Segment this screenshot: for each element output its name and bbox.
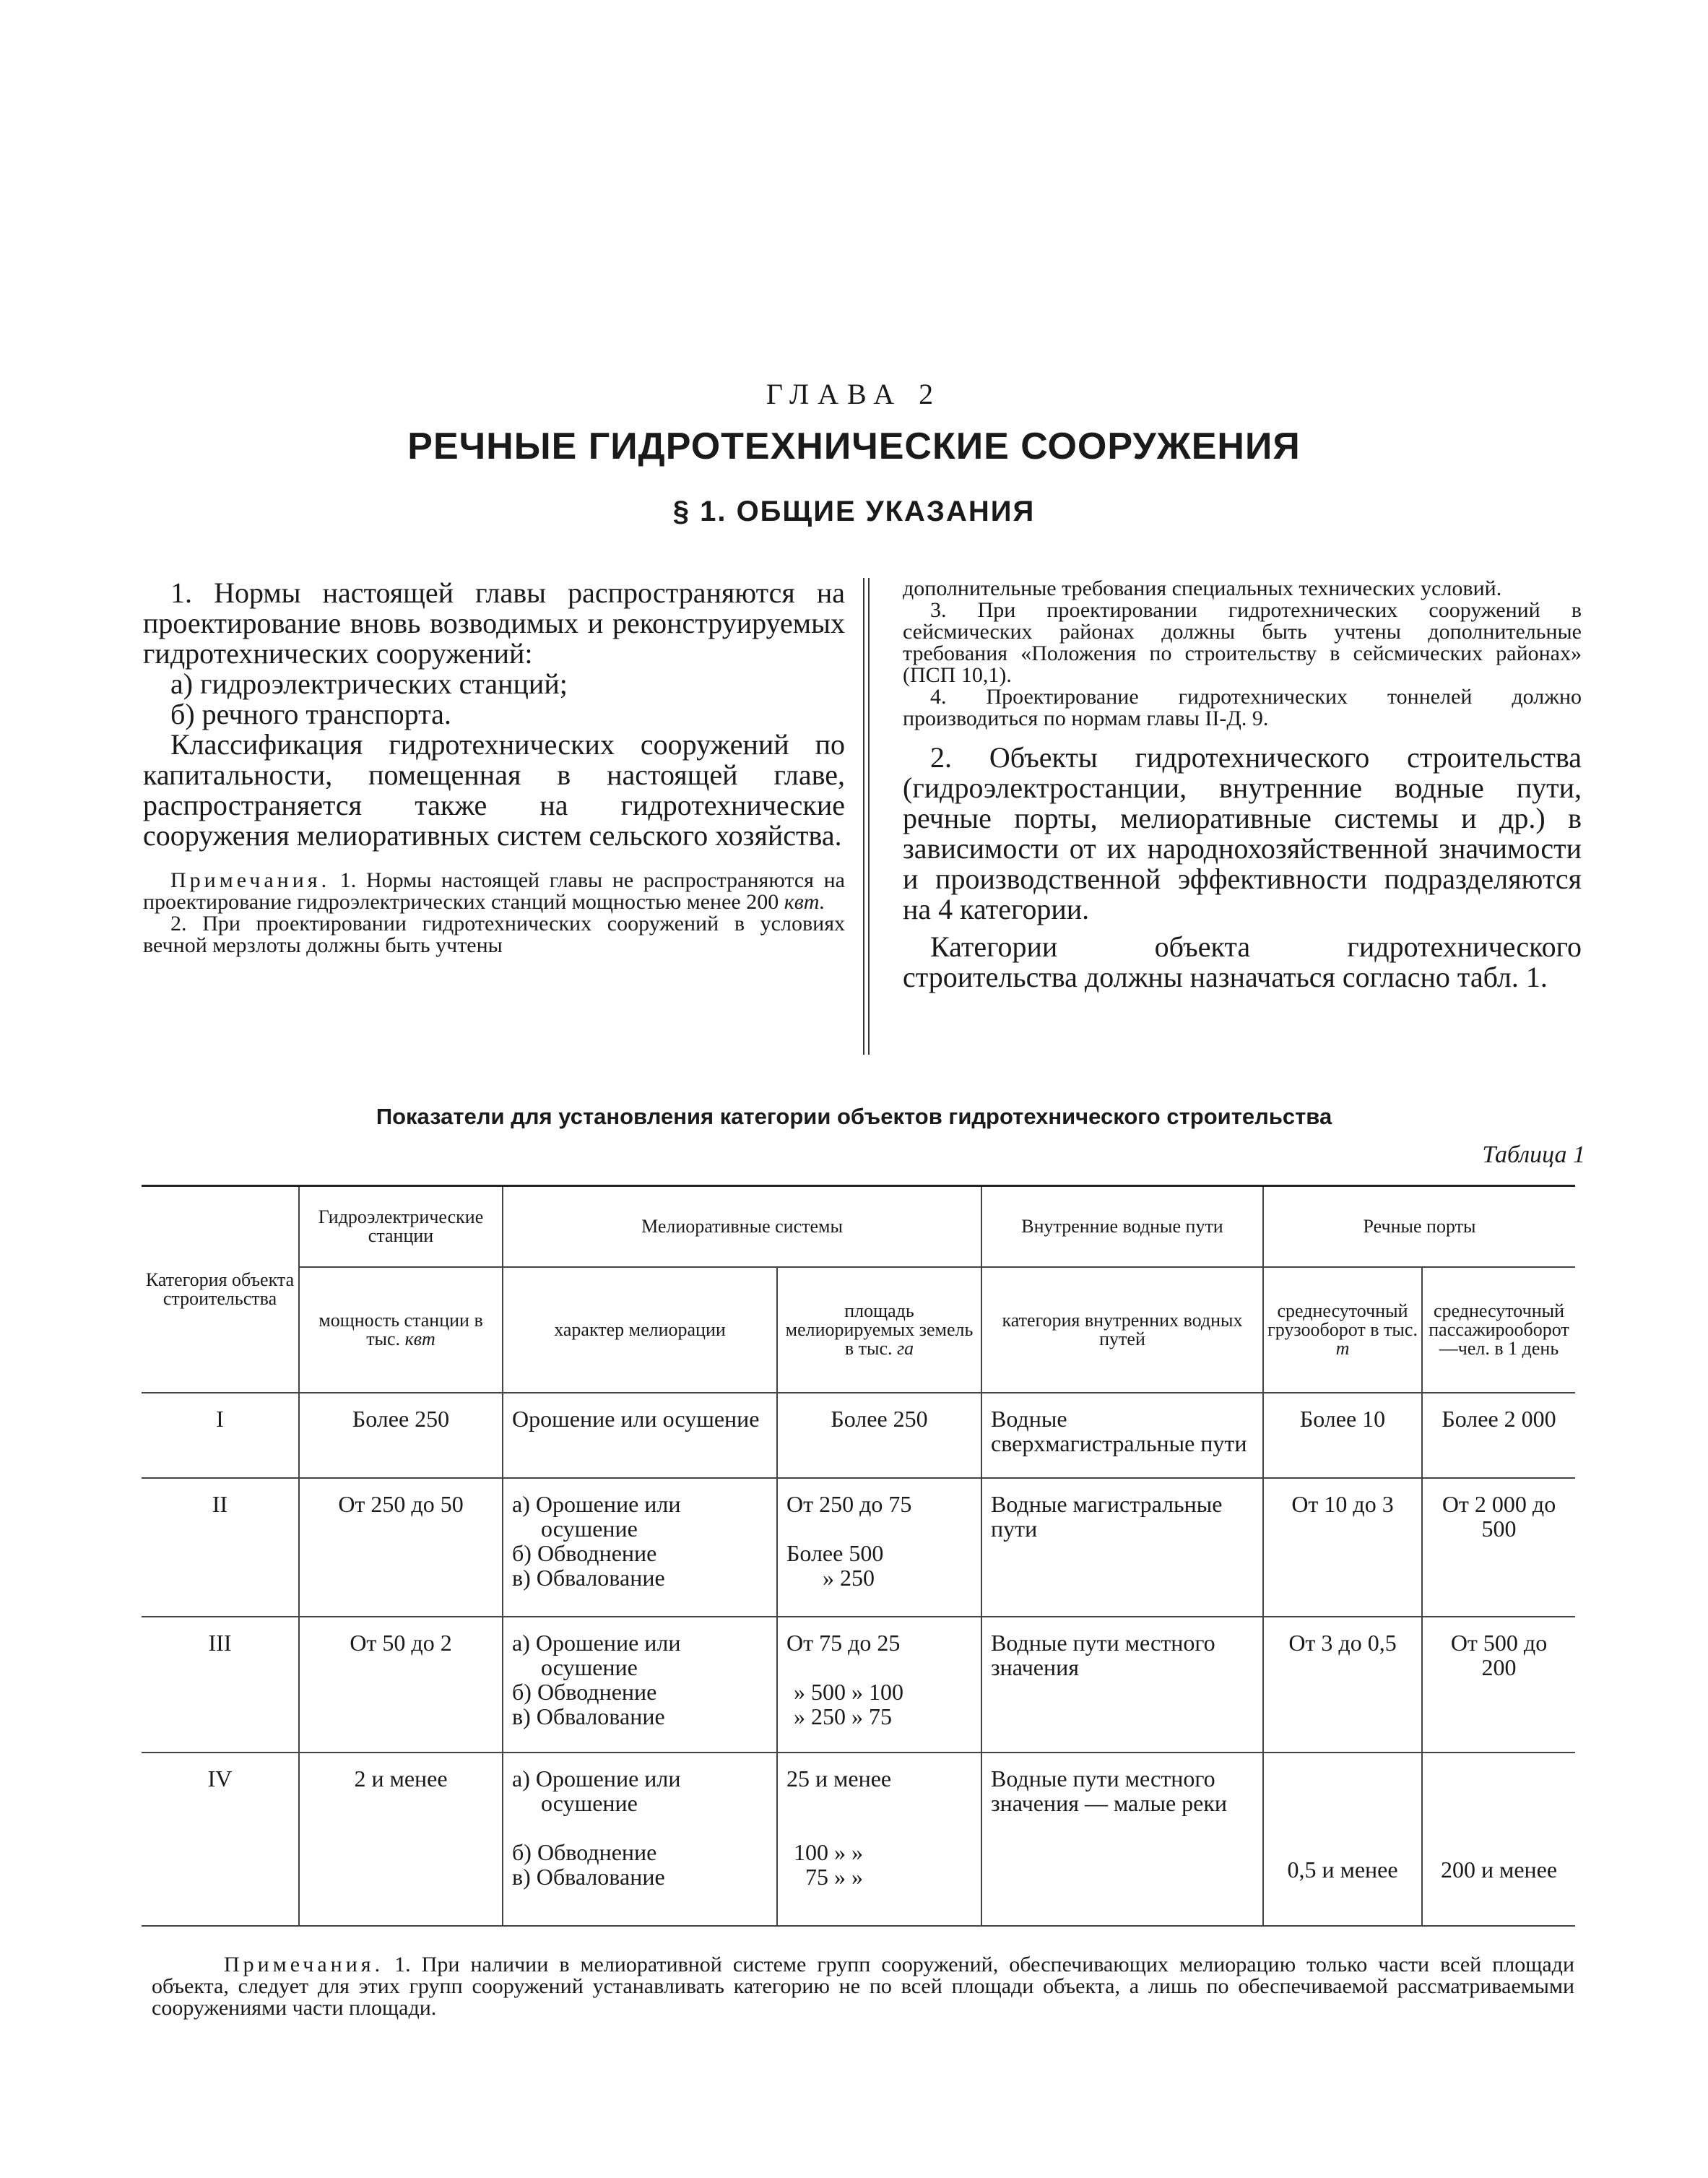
cell-hydro: От 250 до 50	[299, 1478, 503, 1617]
header-melio-group: Мелиоративные системы	[503, 1186, 981, 1267]
header-hydro-group: Гидроэлектрические станции	[299, 1186, 503, 1267]
table-title: Показатели для установления категории объектов гидротехнического строительства	[376, 1104, 1332, 1129]
table-row	[142, 1478, 1575, 1617]
note-4: 4. Проектирование гидротехнических тоннелей должно производиться по нормам главы II-Д. 9.	[903, 685, 1582, 730]
cell-category: II	[142, 1478, 299, 1617]
cell-passengers: От 500 до 200	[1422, 1617, 1575, 1753]
cell-hydro: Более 250	[299, 1393, 503, 1478]
header-water-group: Внутренние водные пути	[981, 1186, 1263, 1267]
footnote-text: 1. При наличии в мелиоративной системе групп сооружений, обеспечивающих мелиорацию только части всей площади объекта, следует для этих групп сооружений устанавливать категорию не по всей площади объекта, а лишь по обеспечиваемой рассматриваемыми сооружениями части площади.	[152, 1953, 1574, 2020]
cell-melio: а) Орошение или осушение б) Обводнение в) Обвалование	[503, 1753, 777, 1926]
header-port-cargo: среднесуточный грузооборот в тыс. т	[1263, 1267, 1422, 1393]
list-item-b: б) речного транспорта.	[170, 698, 451, 730]
header-ports-group: Речные порты	[1263, 1186, 1575, 1267]
cell-category: I	[142, 1393, 299, 1478]
chapter-title: РЕЧНЫЕ ГИДРОТЕХНИЧЕСКИЕ СООРУЖЕНИЯ	[407, 425, 1301, 467]
table-footnote	[152, 1954, 1574, 2019]
cell-melio: Орошение или осушение	[503, 1393, 777, 1478]
cell-melio: а) Орошение или осушение б) Обводнение в) Обвалование	[503, 1478, 777, 1617]
paragraph-classification: Классификация гидротехнических сооружений по капитальности, помещенная в настоящей главе, распространяется также на гидротехнические сооружения мелиоративных систем сельского хозяйства.	[143, 728, 845, 852]
chapter-heading: ГЛАВА 2	[766, 378, 942, 410]
notes-label: Примечания.	[170, 868, 331, 892]
cell-water: Водные пути местного значения — малые реки	[981, 1753, 1263, 1926]
header-port-passengers: среднесуточный пассажирооборот—чел. в 1 день	[1422, 1267, 1575, 1393]
cell-passengers: От 2 000 до 500	[1422, 1478, 1575, 1617]
table-label: Таблица 1	[1482, 1141, 1585, 1168]
cell-hydro: От 50 до 2	[299, 1617, 503, 1753]
cell-cargo: Более 10	[1263, 1393, 1422, 1478]
cell-area: От 250 до 75 Более 500 » 250	[777, 1478, 981, 1617]
cell-area: 25 и менее 100 » » 75 » »	[777, 1753, 981, 1926]
note-2-continued: дополнительные требования специальных технических условий.	[903, 576, 1502, 600]
cell-passengers: Более 2 000	[1422, 1393, 1575, 1478]
cell-cargo: 0,5 и менее	[1263, 1753, 1422, 1926]
category-table	[142, 1185, 1575, 1927]
header-melio-area: площадь мелиорируемых земель в тыс. га	[777, 1267, 981, 1393]
paragraph-1: 1. Нормы настоящей главы распространяются на проектирование вновь возводимых и реконструируемых гидротехнических сооружений:	[143, 576, 845, 670]
note-2: 2. При проектировании гидротехнических сооружений в условиях вечной мерзлоты должны быть учтены	[143, 912, 845, 957]
cell-cargo: От 10 до 3	[1263, 1478, 1422, 1617]
table-row	[142, 1617, 1575, 1753]
cell-melio: а) Орошение или осушение б) Обводнение в) Обвалование	[503, 1617, 777, 1753]
cell-cargo: От 3 до 0,5	[1263, 1617, 1422, 1753]
cell-category: III	[142, 1617, 299, 1753]
header-melio-type: характер мелиорации	[503, 1267, 777, 1393]
table-row	[142, 1753, 1575, 1926]
header-water-category: категория внутренних водных путей	[981, 1267, 1263, 1393]
note-3: 3. При проектировании гидротехнических сооружений в сейсмических районах должны быть учтены дополнительные требования «Положения по строительству в сейсмических районах» (ПСП 10,1).	[903, 598, 1582, 687]
footnote-label: Примечания.	[224, 1953, 384, 1976]
cell-hydro: 2 и менее	[299, 1753, 503, 1926]
paragraph-3: Категории объекта гидротехнического строительства должны назначаться согласно табл. 1.	[903, 930, 1582, 993]
cell-passengers: 200 и менее	[1422, 1753, 1575, 1926]
column-divider	[863, 578, 870, 1055]
left-column	[143, 578, 845, 956]
cell-water: Водные сверхмагистральные пути	[981, 1393, 1263, 1478]
header-category: Категория объекта строительства	[142, 1186, 299, 1393]
table-row	[142, 1393, 1575, 1478]
cell-area: От 75 до 25 » 500 » 100 » 250 » 75	[777, 1617, 981, 1753]
header-hydro-power: мощность станции в тыс. квт	[299, 1267, 503, 1393]
note-1-text: 1. Нормы настоящей главы не распространяются на проектирование гидроэлектрических станций мощностью менее 200	[143, 868, 845, 914]
cell-water: Водные магистральные пути	[981, 1478, 1263, 1617]
section-title: § 1. ОБЩИЕ УКАЗАНИЯ	[672, 496, 1036, 527]
paragraph-2: 2. Объекты гидротехнического строительства (гидроэлектростанции, внутренние водные пути, речные порты, мелиоративные системы и др.) в зависимости от их народнохозяйственной значимости и производственной эффективности подразделяются на 4 категории.	[903, 741, 1582, 925]
right-column	[903, 578, 1582, 993]
note-1	[143, 870, 845, 913]
cell-category: IV	[142, 1753, 299, 1926]
cell-area: Более 250	[777, 1393, 981, 1478]
note-1-unit: квт.	[784, 890, 825, 914]
list-item-a: а) гидроэлектрических станций;	[170, 667, 568, 700]
cell-water: Водные пути местного значения	[981, 1617, 1263, 1753]
